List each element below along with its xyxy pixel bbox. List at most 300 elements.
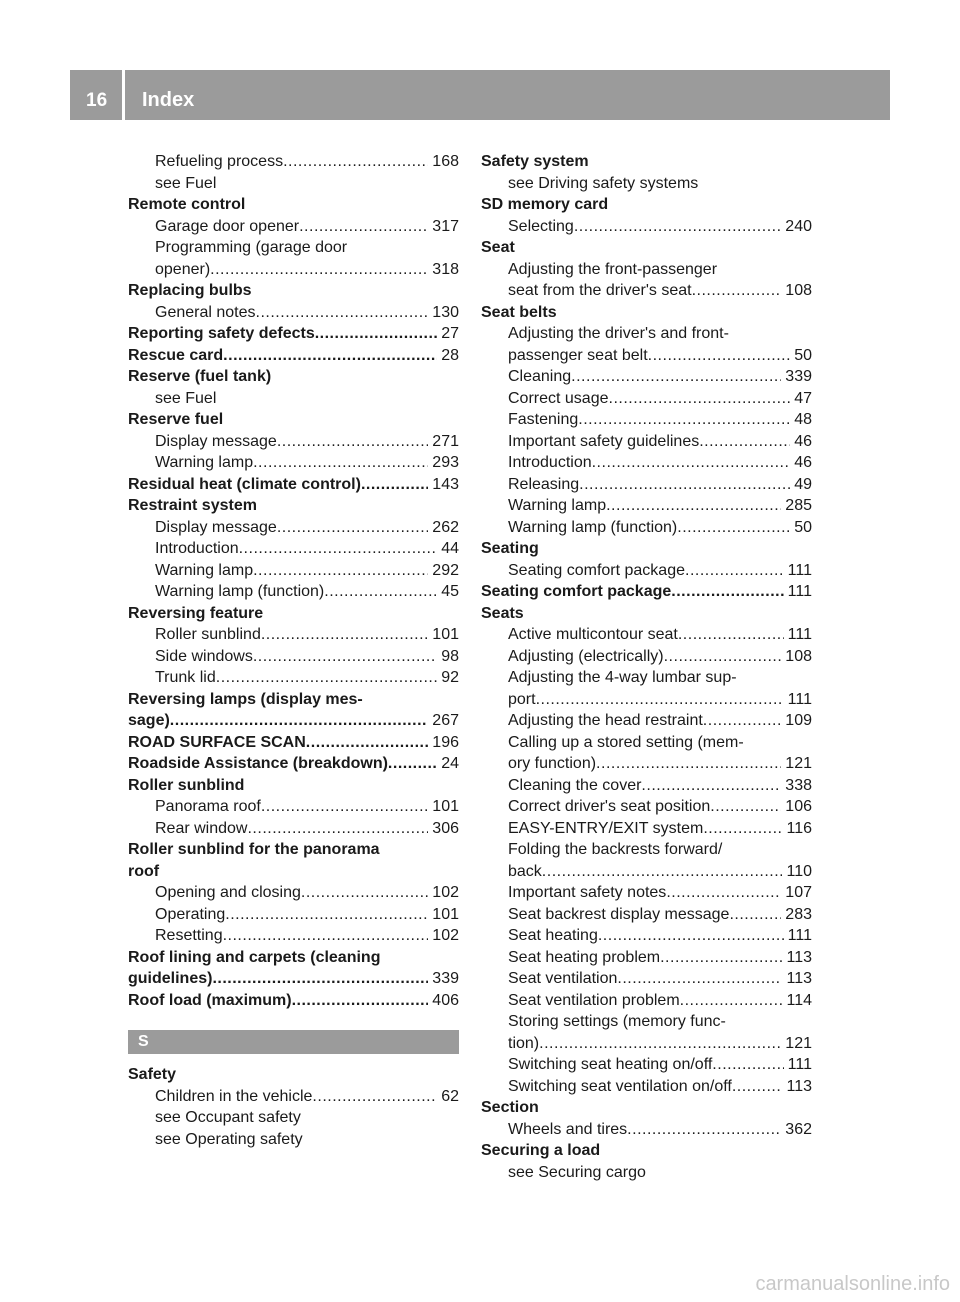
index-subentry xyxy=(128,431,459,453)
entry-text: Children in the vehicle xyxy=(155,1087,313,1105)
entry-text: ROAD SURFACE SCAN xyxy=(128,733,306,751)
entry-text: Seat ventilation xyxy=(508,970,618,987)
entry-text: Replacing bulbs xyxy=(128,282,252,299)
entry-text: Reserve fuel xyxy=(128,411,224,428)
index-subentry xyxy=(128,882,459,904)
entry-text: Folding the backrests forward/ xyxy=(508,841,723,858)
entry-text: EASY-ENTRY/EXIT system xyxy=(508,819,704,837)
entry-text: Refueling process xyxy=(155,153,284,170)
index-subentry xyxy=(128,581,459,603)
index-subentry xyxy=(481,323,812,345)
index-subentry xyxy=(128,538,459,560)
entry-text: Correct usage xyxy=(508,389,609,407)
index-subentry xyxy=(481,732,812,754)
page-number: 16 xyxy=(86,90,108,111)
index-entry xyxy=(481,302,812,324)
entry-text: Securing a load xyxy=(481,1142,601,1159)
entry-text: Safety xyxy=(128,1066,177,1083)
page-reference: 28 xyxy=(441,346,459,364)
dot-leader xyxy=(578,409,790,431)
dot-leader xyxy=(212,968,428,990)
dot-leader xyxy=(277,431,428,453)
entry-text: passenger seat belt xyxy=(508,346,648,364)
entry-text: see Driving safety systems xyxy=(508,174,699,192)
dot-leader xyxy=(261,796,428,818)
index-entry xyxy=(481,237,812,259)
dot-leader xyxy=(677,517,790,539)
dot-leader xyxy=(306,732,429,754)
entry-text: Releasing xyxy=(508,475,580,493)
page-reference: 27 xyxy=(441,325,459,342)
page-reference: 111 xyxy=(787,1056,812,1073)
entry-text: Introduction xyxy=(155,540,239,557)
dot-leader xyxy=(609,388,791,410)
index-subentry xyxy=(128,796,459,818)
page-reference: 262 xyxy=(432,518,459,536)
page-reference: 113 xyxy=(786,948,812,966)
dot-leader xyxy=(598,925,784,947)
entry-text: tion) xyxy=(508,1034,540,1052)
entry-text: Seat heating problem xyxy=(508,948,661,966)
index-subentry xyxy=(128,452,459,474)
section-letter: S xyxy=(138,1033,149,1050)
page-reference: 339 xyxy=(785,368,812,385)
index-subentry xyxy=(481,624,812,646)
page-reference: 113 xyxy=(786,970,812,987)
index-entry xyxy=(481,538,812,560)
page-reference: 406 xyxy=(432,991,459,1009)
index-subentry xyxy=(128,259,459,281)
entry-text: Opening and closing xyxy=(155,884,301,901)
entry-text: Active multicontour seat xyxy=(508,626,678,643)
dot-leader xyxy=(283,151,428,173)
entry-text: see Fuel xyxy=(155,389,217,407)
page-reference: 50 xyxy=(794,518,812,536)
dot-leader xyxy=(579,474,790,496)
page-reference: 102 xyxy=(432,884,459,901)
left-entries-s xyxy=(128,1064,459,1150)
page-reference: 110 xyxy=(786,862,812,880)
entry-text: Warning lamp xyxy=(155,454,254,471)
entry-text: General notes xyxy=(155,303,256,321)
entry-text: Seat xyxy=(481,239,515,256)
page-reference: 98 xyxy=(441,647,459,665)
entry-text: Remote control xyxy=(128,196,246,213)
index-subentry xyxy=(128,925,459,947)
entry-text: Seat heating xyxy=(508,927,598,944)
dot-leader xyxy=(692,280,782,302)
index-subentry xyxy=(481,388,812,410)
index-column-left xyxy=(128,151,459,1150)
dot-leader xyxy=(170,710,429,732)
index-entry xyxy=(128,689,459,711)
entry-text: Panorama roof xyxy=(155,798,261,815)
entry-text: sage) xyxy=(128,712,170,729)
page-reference: 338 xyxy=(785,776,812,794)
page-reference: 240 xyxy=(785,217,812,235)
entry-text: Switching seat ventilation on/off xyxy=(508,1077,732,1095)
index-subentry xyxy=(128,904,459,926)
entry-text: see Securing cargo xyxy=(508,1163,646,1181)
index-subentry xyxy=(128,624,459,646)
page-reference: 116 xyxy=(786,819,812,837)
index-subentry xyxy=(481,1011,812,1033)
entry-text: Warning lamp (function) xyxy=(508,518,678,536)
watermark: carmanualsonline.info xyxy=(755,1273,950,1295)
page-reference: 48 xyxy=(794,411,812,428)
entry-text: guidelines) xyxy=(128,970,213,987)
entry-text: Cleaning the cover xyxy=(508,776,642,794)
page-reference: 106 xyxy=(785,798,812,815)
index-subentry xyxy=(481,968,812,990)
page-reference: 318 xyxy=(432,260,459,278)
entry-text: Garage door opener xyxy=(155,217,300,235)
index-subentry xyxy=(481,904,812,926)
entry-text: ory function) xyxy=(508,755,597,772)
dot-leader xyxy=(216,667,437,689)
index-entry xyxy=(128,839,459,861)
dot-leader xyxy=(210,259,428,281)
index-subentry xyxy=(481,366,812,388)
entry-text: seat from the driver's seat xyxy=(508,282,692,299)
page-reference: 339 xyxy=(432,970,459,987)
index-entry xyxy=(128,409,459,431)
dot-leader xyxy=(732,1076,783,1098)
page-reference: 271 xyxy=(432,432,459,450)
index-subentry xyxy=(128,151,459,173)
entry-text: see Fuel xyxy=(155,174,217,192)
index-subentry xyxy=(128,173,459,195)
dot-leader xyxy=(596,753,781,775)
entry-text: Warning lamp (function) xyxy=(155,583,325,600)
dot-leader xyxy=(627,1119,781,1141)
index-subentry xyxy=(481,409,812,431)
page-number-box xyxy=(70,70,125,120)
index-subentry xyxy=(481,495,812,517)
entry-text: Side windows xyxy=(155,647,253,665)
index-subentry xyxy=(481,796,812,818)
index-subentry xyxy=(481,259,812,281)
entry-text: Adjusting the 4-way lumbar sup- xyxy=(508,669,737,686)
page-reference: 121 xyxy=(785,755,812,772)
dot-leader xyxy=(301,882,428,904)
index-subentry xyxy=(481,345,812,367)
dot-leader xyxy=(312,1086,437,1108)
dot-leader xyxy=(223,345,437,367)
entry-text: Adjusting the driver's and front- xyxy=(508,325,729,342)
index-subentry xyxy=(481,560,812,582)
index-subentry xyxy=(481,452,812,474)
dot-leader xyxy=(671,581,783,603)
page-reference: 108 xyxy=(785,647,812,665)
index-subentry xyxy=(128,302,459,324)
page-reference: 49 xyxy=(794,475,812,493)
index-subentry xyxy=(481,517,812,539)
entry-text: Seat ventilation problem xyxy=(508,991,680,1009)
page-reference: 306 xyxy=(432,819,459,837)
page-reference: 50 xyxy=(794,346,812,364)
index-entry xyxy=(128,474,459,496)
index-subentry xyxy=(128,1086,459,1108)
index-subentry xyxy=(128,1129,459,1151)
index-entry xyxy=(128,366,459,388)
index-subentry xyxy=(128,1107,459,1129)
entry-text: see Occupant safety xyxy=(155,1109,301,1126)
index-subentry xyxy=(481,689,812,711)
entry-text: Seating xyxy=(481,540,539,557)
index-subentry xyxy=(481,1076,812,1098)
dot-leader xyxy=(710,796,781,818)
entry-text: Seat belts xyxy=(481,303,557,321)
entry-text: Important safety guidelines xyxy=(508,432,700,450)
entry-text: Correct driver's seat position xyxy=(508,798,711,815)
dot-leader xyxy=(536,689,784,711)
index-entry xyxy=(128,775,459,797)
entry-text: roof xyxy=(128,862,160,880)
index-entry xyxy=(128,280,459,302)
index-subentry xyxy=(481,646,812,668)
index-entry xyxy=(481,1097,812,1119)
index-subentry xyxy=(481,925,812,947)
index-subentry xyxy=(128,216,459,238)
index-entry xyxy=(128,495,459,517)
index-entry xyxy=(128,710,459,732)
entry-text: Display message xyxy=(155,518,277,536)
page-reference: 111 xyxy=(787,690,812,708)
index-entry xyxy=(128,968,459,990)
entry-text: Introduction xyxy=(508,454,592,471)
entry-text: Adjusting (electrically) xyxy=(508,647,664,665)
dot-leader xyxy=(574,216,781,238)
page-reference: 92 xyxy=(441,669,459,686)
entry-text: Reserve (fuel tank) xyxy=(128,368,272,385)
index-subentry xyxy=(481,710,812,732)
entry-text: Seats xyxy=(481,604,524,622)
dot-leader xyxy=(542,861,783,883)
entry-text: Important safety notes xyxy=(508,884,667,901)
index-subentry xyxy=(481,861,812,883)
dot-leader xyxy=(315,323,437,345)
index-subentry xyxy=(481,947,812,969)
index-subentry xyxy=(481,882,812,904)
index-entry xyxy=(128,194,459,216)
page-header xyxy=(70,70,890,120)
index-entry xyxy=(128,732,459,754)
index-subentry xyxy=(128,388,459,410)
index-entry xyxy=(128,990,459,1012)
dot-leader xyxy=(223,925,429,947)
entry-text: Programming (garage door xyxy=(155,239,348,256)
index-subentry xyxy=(481,431,812,453)
dot-leader xyxy=(617,968,782,990)
dot-leader xyxy=(361,474,428,496)
entry-text: Section xyxy=(481,1099,539,1116)
dot-leader xyxy=(571,366,781,388)
index-subentry xyxy=(481,1119,812,1141)
entry-text: Rescue card xyxy=(128,346,224,364)
entry-text: Wheels and tires xyxy=(508,1120,628,1138)
dot-leader xyxy=(678,624,784,646)
index-entry xyxy=(481,194,812,216)
page-reference: 267 xyxy=(432,712,459,729)
dot-leader xyxy=(685,560,784,582)
index-entry xyxy=(128,947,459,969)
index-subentry xyxy=(481,667,812,689)
dot-leader xyxy=(606,495,781,517)
index-column-right xyxy=(481,151,812,1183)
page-reference: 143 xyxy=(432,475,459,493)
page-reference: 293 xyxy=(432,454,459,471)
dot-leader xyxy=(666,882,781,904)
index-entry xyxy=(128,1064,459,1086)
dot-leader xyxy=(648,345,791,367)
entry-text: Roof lining and carpets (cleaning xyxy=(128,948,381,966)
entry-text: Cleaning xyxy=(508,368,572,385)
page-reference: 111 xyxy=(787,626,812,643)
index-subentry xyxy=(481,990,812,1012)
entry-text: Warning lamp xyxy=(155,561,254,579)
entry-text: Seating comfort package xyxy=(508,561,685,579)
dot-leader xyxy=(539,1033,781,1055)
index-subentry xyxy=(128,667,459,689)
page-reference: 101 xyxy=(432,798,459,815)
entry-text: Roof load (maximum) xyxy=(128,991,292,1009)
page-reference: 121 xyxy=(785,1034,812,1052)
dot-leader xyxy=(703,710,782,732)
page-reference: 111 xyxy=(787,583,812,600)
entry-text: Reversing feature xyxy=(128,604,264,622)
index-subentry xyxy=(481,216,812,238)
dot-leader xyxy=(641,775,781,797)
index-entry xyxy=(128,603,459,625)
page-reference: 44 xyxy=(441,540,459,557)
entry-text: back xyxy=(508,862,542,880)
entry-text: Roller sunblind for the panorama xyxy=(128,841,380,858)
page-reference: 101 xyxy=(432,905,459,923)
entry-text: Reversing lamps (display mes- xyxy=(128,690,363,708)
dot-leader xyxy=(277,517,428,539)
entry-text: Adjusting the head restraint xyxy=(508,712,703,729)
page-reference: 102 xyxy=(432,927,459,944)
dot-leader xyxy=(712,1054,783,1076)
section-header-s xyxy=(128,1030,459,1054)
index-subentry xyxy=(481,280,812,302)
dot-leader xyxy=(253,646,437,668)
entry-text: Roller sunblind xyxy=(155,626,261,643)
index-subentry xyxy=(128,237,459,259)
index-entry xyxy=(128,753,459,775)
index-subentry xyxy=(481,173,812,195)
dot-leader xyxy=(680,990,783,1012)
dot-leader xyxy=(261,624,428,646)
entry-text: Restraint system xyxy=(128,497,257,514)
dot-leader xyxy=(660,947,782,969)
dot-leader xyxy=(703,818,782,840)
page-reference: 46 xyxy=(794,454,812,471)
page-reference: 62 xyxy=(441,1087,459,1105)
entry-text: Warning lamp xyxy=(508,497,607,514)
page-reference: 285 xyxy=(785,497,812,514)
page-reference: 196 xyxy=(432,733,459,751)
entry-text: see Operating safety xyxy=(155,1130,303,1148)
dot-leader xyxy=(324,581,437,603)
page-reference: 107 xyxy=(785,884,812,901)
dot-leader xyxy=(729,904,781,926)
dot-leader xyxy=(699,431,790,453)
dot-leader xyxy=(239,538,438,560)
page-reference: 111 xyxy=(787,927,812,944)
index-subentry xyxy=(128,560,459,582)
index-subentry xyxy=(481,839,812,861)
index-subentry xyxy=(481,753,812,775)
page-reference: 317 xyxy=(432,217,459,235)
page-reference: 168 xyxy=(432,153,459,170)
entry-text: Rear window xyxy=(155,819,248,837)
entry-text: opener) xyxy=(155,260,211,278)
entry-text: Reporting safety defects xyxy=(128,325,315,342)
entry-text: Display message xyxy=(155,432,277,450)
index-entry xyxy=(481,603,812,625)
entry-text: SD memory card xyxy=(481,196,609,213)
entry-text: Switching seat heating on/off xyxy=(508,1056,713,1073)
page-reference: 46 xyxy=(794,432,812,450)
dot-leader xyxy=(256,302,429,324)
index-subentry xyxy=(128,818,459,840)
index-entry xyxy=(481,581,812,603)
entry-text: Adjusting the front-passenger xyxy=(508,260,718,278)
entry-text: Trunk lid xyxy=(155,669,216,686)
index-entry xyxy=(128,323,459,345)
index-entry xyxy=(481,151,812,173)
dot-leader xyxy=(388,753,437,775)
left-entries-r xyxy=(128,151,459,1011)
dot-leader xyxy=(592,452,791,474)
index-subentry xyxy=(481,1162,812,1184)
entry-text: Seating comfort package xyxy=(481,583,672,600)
entry-text: port xyxy=(508,690,536,708)
entry-text: Operating xyxy=(155,905,226,923)
page-reference: 101 xyxy=(432,626,459,643)
dot-leader xyxy=(253,560,428,582)
index-subentry xyxy=(128,517,459,539)
index-entry xyxy=(481,1140,812,1162)
page-reference: 47 xyxy=(794,389,812,407)
dot-leader xyxy=(664,646,782,668)
index-subentry xyxy=(481,1033,812,1055)
entry-text: Safety system xyxy=(481,153,589,170)
dot-leader xyxy=(253,452,428,474)
page-reference: 130 xyxy=(432,303,459,321)
index-subentry xyxy=(481,1054,812,1076)
page-reference: 283 xyxy=(785,905,812,923)
entry-text: Residual heat (climate control) xyxy=(128,475,361,493)
header-title: Index xyxy=(142,89,195,111)
index-subentry xyxy=(481,818,812,840)
entry-text: Roller sunblind xyxy=(128,776,245,794)
right-entries-s xyxy=(481,151,812,1183)
index-entry xyxy=(128,345,459,367)
page-reference: 111 xyxy=(787,561,812,579)
page-reference: 108 xyxy=(785,282,812,299)
page-reference: 109 xyxy=(785,712,812,729)
page-reference: 114 xyxy=(786,991,812,1009)
entry-text: Roadside Assistance (breakdown) xyxy=(128,755,388,772)
entry-text: Calling up a stored setting (mem- xyxy=(508,733,744,751)
page-reference: 362 xyxy=(785,1120,812,1138)
dot-leader xyxy=(292,990,429,1012)
entry-text: Selecting xyxy=(508,217,574,235)
page-reference: 24 xyxy=(441,755,459,772)
